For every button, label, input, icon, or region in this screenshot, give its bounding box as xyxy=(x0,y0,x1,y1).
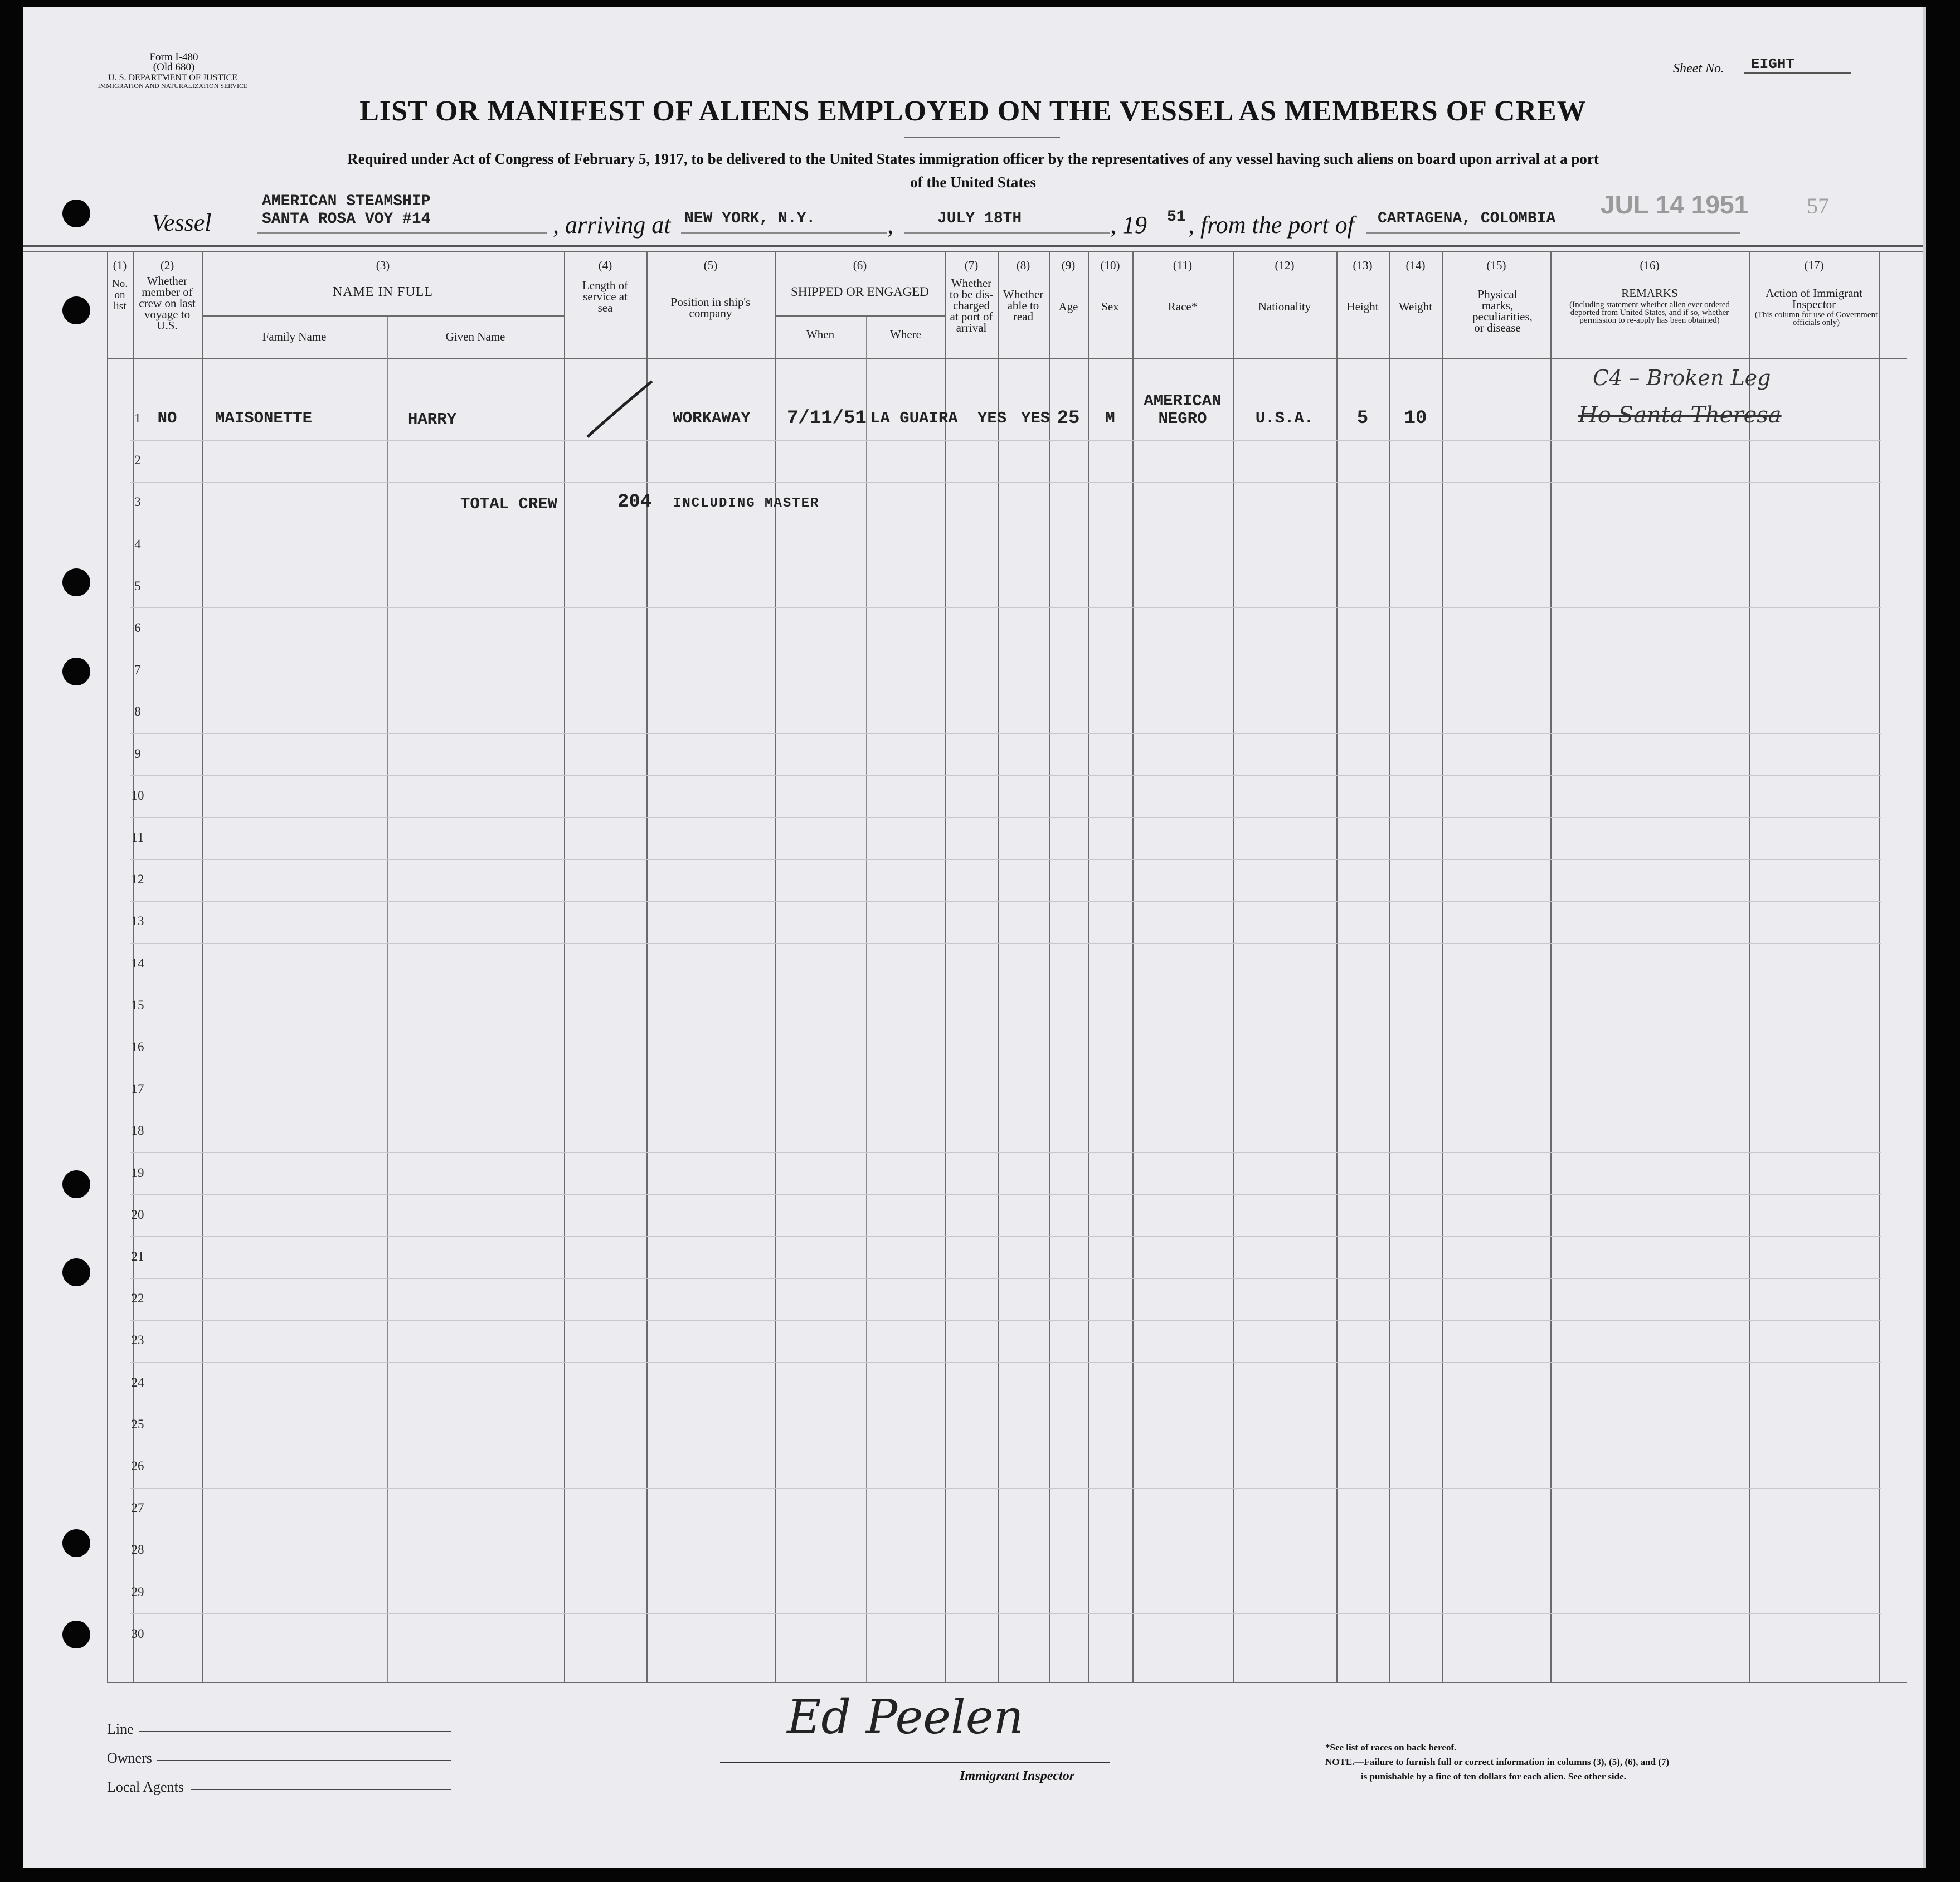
entry-race-line-1: AMERICAN xyxy=(1144,392,1222,410)
table-bottom-rule xyxy=(107,1682,1907,1683)
entry-race-line-2: NEGRO xyxy=(1158,410,1207,428)
service-name: IMMIGRATION AND NATURALIZATION SERVICE xyxy=(98,82,248,90)
row-rule xyxy=(130,775,1881,776)
line-label: Line xyxy=(107,1721,134,1737)
col-header-action-note: (This column for use of Government officials only) xyxy=(1754,310,1878,327)
entry-height: 5 xyxy=(1356,408,1369,429)
entry-remark-handwritten-1: C4 – Broken Leg xyxy=(1593,366,1771,390)
row-number: 20 xyxy=(131,1207,144,1222)
entry-sex: M xyxy=(1105,409,1115,427)
col-header-name: NAME IN FULL xyxy=(333,285,433,299)
local-agents-underline xyxy=(191,1789,451,1790)
col-number: (12) xyxy=(1275,259,1295,272)
row-number: 11 xyxy=(131,830,144,844)
entry-given-name: HARRY xyxy=(408,410,457,429)
owners-underline xyxy=(157,1760,451,1761)
row-rule xyxy=(130,1362,1881,1363)
col-line xyxy=(646,252,648,1682)
row-number: 7 xyxy=(134,663,141,677)
col-line xyxy=(564,252,565,1682)
departure-port: CARTAGENA, COLOMBIA xyxy=(1378,210,1556,227)
shipped-subheader-rule xyxy=(775,315,945,317)
vessel-name-line-2: SANTA ROSA VOY #14 xyxy=(262,211,431,228)
row-number: 21 xyxy=(131,1249,144,1263)
punch-hole xyxy=(62,1621,90,1648)
local-agents-label: Local Agents xyxy=(107,1779,184,1795)
col-header-sex: Sex xyxy=(1101,300,1119,313)
entry-age: 25 xyxy=(1057,408,1080,429)
row-rule xyxy=(130,1320,1881,1321)
row-number: 2 xyxy=(134,453,141,468)
row-rule xyxy=(130,607,1881,608)
row-number: 17 xyxy=(131,1082,144,1096)
row-number: 22 xyxy=(131,1291,144,1306)
row-rule xyxy=(130,1613,1881,1614)
col-header-remarks-note: (Including statement whether alien ever ordered deported from United States, and if so, whether permission to re-apply has been obtained) xyxy=(1569,300,1730,325)
from-port-label: , from the port of xyxy=(1188,211,1354,239)
subtitle-line-2: of the United States xyxy=(910,174,1036,191)
col-line xyxy=(1049,252,1050,1682)
from-underline xyxy=(1366,232,1740,234)
entry-position: WORKAWAY xyxy=(673,409,751,427)
col-line xyxy=(202,252,203,1682)
col-line xyxy=(1088,252,1089,1682)
col-line xyxy=(945,252,946,1682)
col-number: (8) xyxy=(1016,259,1030,272)
row-rule xyxy=(130,1278,1881,1279)
row-number: 25 xyxy=(131,1417,144,1431)
entry-where: LA GUAIRA xyxy=(870,409,958,427)
punch-hole xyxy=(62,296,90,324)
entry-able-to-read: YES xyxy=(1021,409,1050,427)
punch-hole xyxy=(62,658,90,685)
subtitle-line-1: Required under Act of Congress of February 5, 1917, to be delivered to the United States immigration officer by the representatives of any vessel having such aliens on board upon arrival at a port xyxy=(347,150,1599,167)
row-rule xyxy=(130,482,1881,483)
col-number: (4) xyxy=(598,259,612,272)
col-header-weight: Weight xyxy=(1398,300,1433,313)
col-line xyxy=(107,252,108,1682)
row-number: 23 xyxy=(131,1333,144,1348)
row-number: 16 xyxy=(131,1040,144,1054)
form-old-number: (Old 680) xyxy=(153,61,195,73)
col-number: (14) xyxy=(1405,259,1426,272)
col-header-remarks: REMARKS xyxy=(1621,286,1678,300)
row-rule xyxy=(130,1236,1881,1237)
date-underline xyxy=(904,232,1110,234)
form-id-block xyxy=(107,52,241,72)
col-header-height: Height xyxy=(1346,300,1379,313)
col-line xyxy=(1336,252,1338,1682)
row-number: 6 xyxy=(134,621,141,635)
footnote-penalty-1: NOTE.—Failure to furnish full or correct information in columns (3), (5), (6), and (7) xyxy=(1325,1757,1670,1767)
line-underline xyxy=(139,1731,451,1732)
department-block xyxy=(84,74,262,90)
row-rule xyxy=(130,859,1881,860)
row-number: 24 xyxy=(131,1375,144,1389)
inspector-signature: Ed Peelen xyxy=(787,1690,1024,1744)
row-rule xyxy=(130,1488,1881,1489)
col-line xyxy=(1879,252,1880,1682)
col-header-given-name: Given Name xyxy=(445,330,505,343)
col-number: (16) xyxy=(1640,259,1660,272)
col-number: (17) xyxy=(1804,259,1824,272)
row-number: 27 xyxy=(131,1501,144,1515)
sheet-number-label: Sheet No. xyxy=(1673,61,1724,76)
vessel-name xyxy=(262,193,430,228)
total-crew-note: INCLUDING MASTER xyxy=(673,496,820,511)
row-number: 29 xyxy=(131,1584,144,1599)
row-number: 19 xyxy=(131,1165,144,1180)
footnote-penalty-2: is punishable by a fine of ten dollars for each alien. See other side. xyxy=(1361,1771,1626,1782)
row-rule xyxy=(130,1194,1881,1195)
arrival-date: JULY 18TH xyxy=(937,210,1022,227)
punch-hole xyxy=(62,1170,90,1198)
col-line xyxy=(1550,252,1552,1682)
row-rule xyxy=(130,440,1881,441)
col-line xyxy=(1442,252,1443,1682)
col-header-nationality: Nationality xyxy=(1258,300,1311,313)
title-rule xyxy=(904,137,1060,138)
col-line xyxy=(1389,252,1390,1682)
page-title: LIST OR MANIFEST OF ALIENS EMPLOYED ON THE VESSEL AS MEMBERS OF CREW xyxy=(359,95,1587,127)
punch-hole xyxy=(62,200,90,227)
row-number: 1 xyxy=(134,411,141,425)
row-number: 13 xyxy=(131,914,144,928)
inspector-label: Immigrant Inspector xyxy=(960,1769,1075,1783)
col-number: (5) xyxy=(703,259,718,272)
col-line xyxy=(998,252,999,1682)
footnote-races: *See list of races on back hereof. xyxy=(1325,1742,1457,1753)
row-number: 10 xyxy=(131,788,144,803)
col-number: (15) xyxy=(1486,259,1506,272)
col-line xyxy=(1233,252,1234,1682)
entry-family-name: MAISONETTE xyxy=(215,409,313,427)
row-number: 26 xyxy=(131,1459,144,1473)
date-stamp: JUL 14 1951 xyxy=(1601,190,1749,219)
manifest-sheet xyxy=(23,7,1926,1868)
col-number: (7) xyxy=(964,259,979,272)
col-header-action: Action of Immigrant Inspector xyxy=(1766,286,1862,311)
table-top-border xyxy=(23,245,1923,247)
year-prefix: , 19 xyxy=(1110,211,1147,239)
col-header-discharged: Whether to be dis- charged at port of arrival xyxy=(949,276,994,334)
department-name: U. S. DEPARTMENT OF JUSTICE xyxy=(108,73,237,82)
date-separator: , xyxy=(887,211,893,239)
total-crew-value: 204 xyxy=(617,492,652,513)
col-line xyxy=(775,252,776,1682)
col-line xyxy=(387,317,388,1682)
punch-hole xyxy=(62,568,90,596)
page-number: 57 xyxy=(1807,193,1829,218)
form-number: Form I-480 xyxy=(149,51,198,63)
col-line xyxy=(866,317,867,1682)
row-rule xyxy=(130,1152,1881,1153)
row-rule xyxy=(130,943,1881,944)
col-number: (3) xyxy=(376,259,390,272)
col-number: (2) xyxy=(160,259,174,272)
entry-last-voyage: NO xyxy=(157,409,177,427)
arriving-port: NEW YORK, N.Y. xyxy=(684,210,816,227)
col-number: (6) xyxy=(853,259,867,272)
entry-discharged: YES xyxy=(977,409,1007,427)
row-number: 12 xyxy=(131,872,144,887)
row-number: 9 xyxy=(134,746,141,761)
entry-nationality: U.S.A. xyxy=(1255,409,1314,427)
col-header-age: Age xyxy=(1058,300,1078,313)
col-header-family-name: Family Name xyxy=(262,330,327,343)
owners-label: Owners xyxy=(107,1750,152,1766)
col-header-length-of-service: Length of service at sea xyxy=(582,279,629,314)
col-header-where: Where xyxy=(890,328,921,341)
row-rule xyxy=(130,733,1881,734)
row-number: 28 xyxy=(131,1543,144,1557)
col-number: (1) xyxy=(113,259,127,272)
signature-line xyxy=(720,1762,1110,1763)
arrival-year: 51 xyxy=(1167,208,1186,226)
arriving-label: , arriving at xyxy=(553,211,671,239)
row-number: 14 xyxy=(131,956,144,970)
vessel-name-line-1: AMERICAN STEAMSHIP xyxy=(262,193,431,210)
row-number: 3 xyxy=(134,495,141,509)
name-subheader-rule xyxy=(202,315,564,317)
total-crew-label: TOTAL CREW xyxy=(460,495,558,513)
col-header-no: No. on list xyxy=(112,278,128,312)
entry-when: 7/11/51 xyxy=(787,408,867,429)
punch-hole xyxy=(62,1529,90,1557)
row-number: 4 xyxy=(134,537,141,551)
row-rule xyxy=(130,901,1881,902)
row-number: 8 xyxy=(134,704,141,719)
col-number: (13) xyxy=(1353,259,1373,272)
col-number: (10) xyxy=(1100,259,1120,272)
table-top-border-2 xyxy=(23,251,1923,252)
row-number: 30 xyxy=(131,1626,144,1641)
col-header-position: Position in ship's company xyxy=(670,295,751,320)
col-header-shipped-engaged: SHIPPED OR ENGAGED xyxy=(791,285,929,299)
col-line xyxy=(1132,252,1134,1682)
col-line xyxy=(1749,252,1750,1682)
col-header-physical-marks: Physical marks, peculiarities, or disease xyxy=(1472,288,1533,334)
dash-mark xyxy=(581,375,659,441)
col-number: (11) xyxy=(1173,259,1193,272)
col-header-able-to-read: Whether able to read xyxy=(1003,288,1044,323)
row-number: 18 xyxy=(131,1124,144,1138)
col-header-race: Race* xyxy=(1168,300,1198,313)
row-rule xyxy=(130,817,1881,818)
entry-weight: 10 xyxy=(1404,408,1427,429)
col-header-when: When xyxy=(806,328,835,341)
port-underline xyxy=(681,232,887,234)
col-header-last-voyage: Whether member of crew on last voyage to U.S. xyxy=(139,274,196,332)
row-number: 15 xyxy=(131,998,144,1012)
vessel-label: Vessel xyxy=(152,209,212,236)
sheet-number-value: EIGHT xyxy=(1744,56,1851,74)
header-bottom-rule xyxy=(107,358,1907,359)
col-number: (9) xyxy=(1061,259,1076,272)
vessel-underline xyxy=(257,232,547,234)
entry-remark-handwritten-2: Ho Santa Theresa xyxy=(1578,402,1782,428)
entry-race xyxy=(1132,392,1233,428)
row-number: 5 xyxy=(134,578,141,593)
punch-hole xyxy=(62,1258,90,1286)
